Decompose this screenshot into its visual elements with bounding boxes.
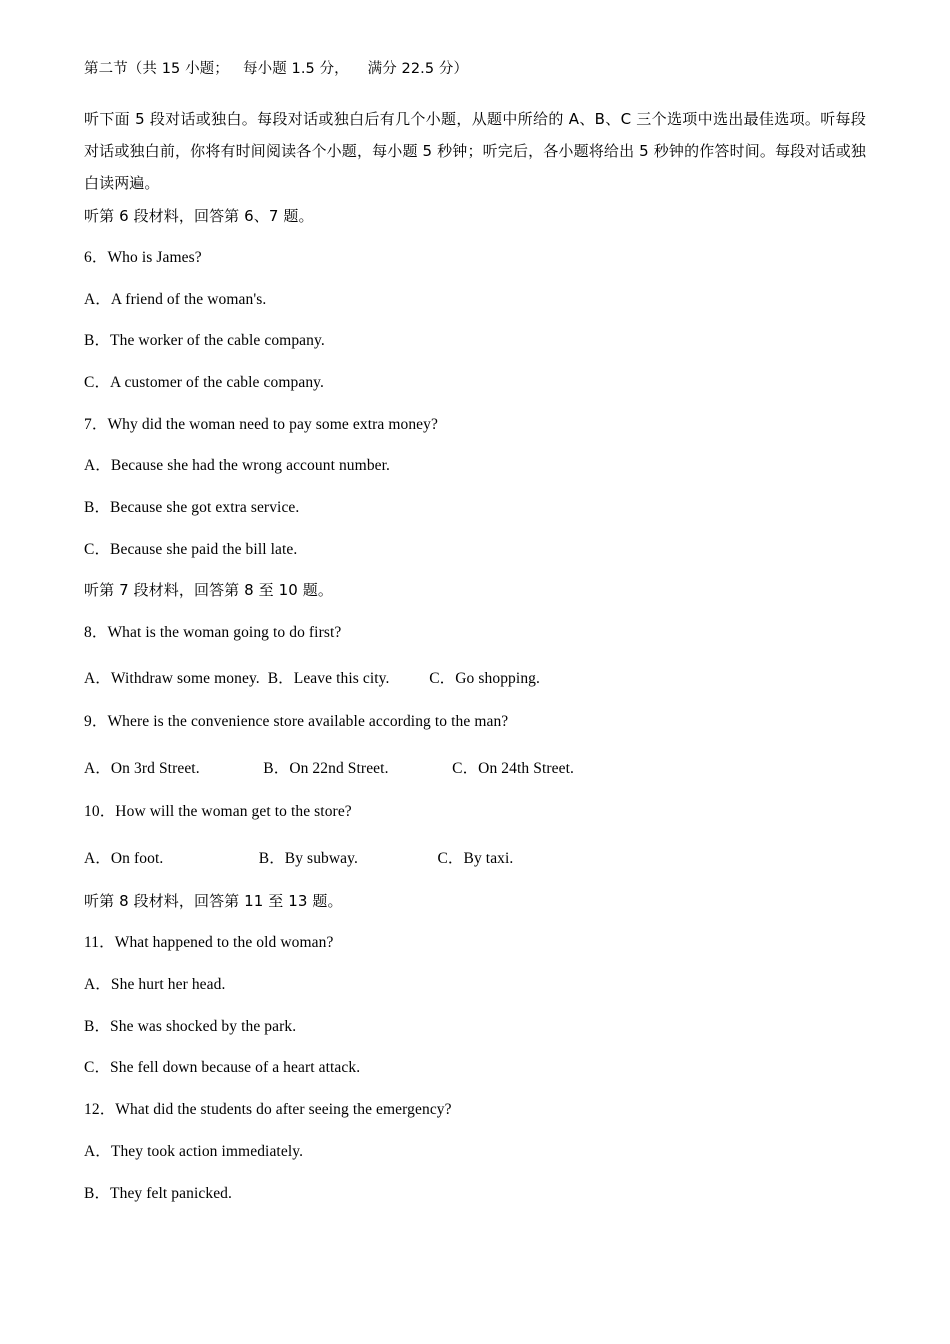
- question-option: B．She was shocked by the park.: [84, 1017, 297, 1035]
- question-stem: 8．What is the woman going to do first?: [84, 623, 342, 641]
- question-options-row: A．On 3rd Street. B．On 22nd Street. C．On 24th Street.: [84, 760, 574, 778]
- question-stem: 10．How will the woman get to the store?: [84, 803, 352, 821]
- question-option: A．Because she had the wrong account number.: [84, 457, 391, 475]
- question-option: C．Because she paid the bill late.: [84, 540, 298, 558]
- question-stem: 11．What happened to the old woman?: [84, 934, 334, 952]
- question-stem: 6．Who is James?: [84, 248, 202, 266]
- material-intro: 听第 6 段材料，回答第 6、7 题。: [84, 206, 314, 225]
- question-option: A．She hurt her head.: [84, 976, 226, 994]
- section-instructions: 听下面 5 段对话或独白。每段对话或独白后有几个小题，从题中所给的 A、B、C 三个选项中选出最佳选项。听每段对话或独白前，你将有时间阅读各个小题，每小题 5 秒钟；听完后，各小题将给出 5 秒钟的作答时间。每段对话或独白读两遍。: [84, 109, 866, 192]
- question-option: B．The worker of the cable company.: [84, 332, 325, 350]
- question-option: B．Because she got extra service.: [84, 499, 300, 516]
- question-option: A．A friend of the woman's.: [84, 290, 267, 308]
- question-option: A．They took action immediately.: [84, 1142, 304, 1160]
- question-option: C．She fell down because of a heart attack.: [84, 1059, 361, 1077]
- question-stem: 9．Where is the convenience store available according to the man?: [84, 713, 509, 731]
- question-stem: 7．Why did the woman need to pay some extra money?: [84, 415, 438, 433]
- section-heading: 第二节（共 15 小题； 每小题 1.5 分， 满分 22.5 分）: [84, 61, 469, 77]
- material-intro: 听第 7 段材料，回答第 8 至 10 题。: [84, 581, 333, 600]
- question-option: B．They felt panicked.: [84, 1184, 233, 1202]
- question-option: C．A customer of the cable company.: [84, 373, 324, 391]
- question-options-row: A．On foot. B．By subway. C．By taxi.: [84, 850, 514, 867]
- material-intro: 听第 8 段材料，回答第 11 至 13 题。: [84, 892, 343, 911]
- question-stem: 12．What did the students do after seeing the emergency?: [84, 1101, 452, 1119]
- question-options-row: A．Withdraw some money. B．Leave this city. C．Go shopping.: [84, 670, 540, 688]
